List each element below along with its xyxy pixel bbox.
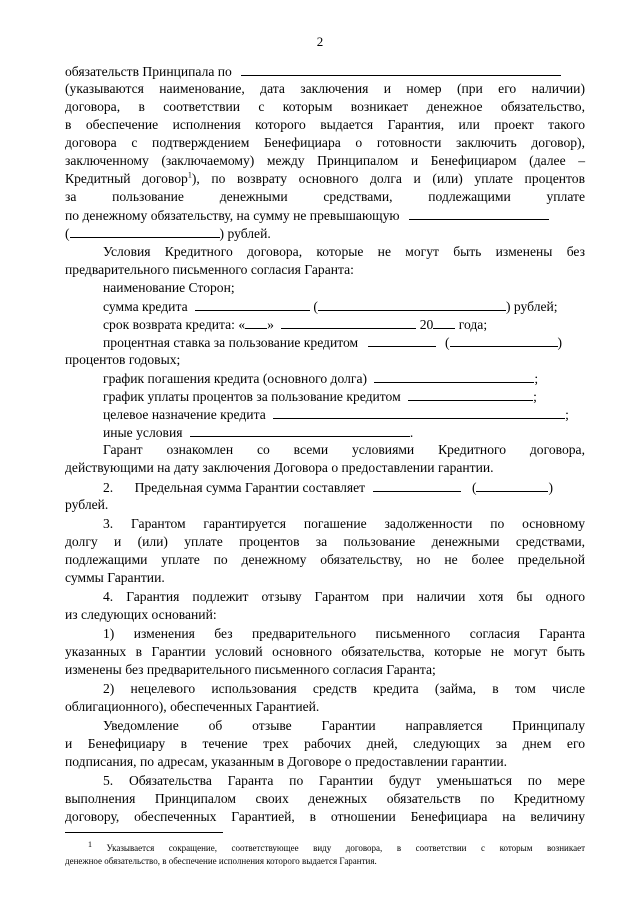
text-line: [65, 224, 271, 241]
blank-field[interactable]: [190, 423, 410, 437]
text-span: ) рублей.: [219, 226, 271, 241]
blank-field[interactable]: [433, 315, 455, 329]
text-line: [103, 478, 553, 495]
footnote-marker: 1: [88, 840, 92, 849]
text-span: иные условия: [103, 425, 183, 440]
text-line: [65, 170, 585, 187]
text-span: Предельная сумма Гарантии составляет: [134, 480, 366, 495]
text-span: график уплаты процентов за пользование кредитом: [103, 389, 401, 404]
text-span: .: [409, 425, 414, 440]
text-span: Кредитный договор: [65, 171, 188, 186]
text-line: облигационного), обеспеченных Гарантией.: [65, 699, 320, 714]
text-line: суммы Гарантии.: [65, 570, 165, 585]
blank-field[interactable]: [408, 387, 533, 401]
footnote-line: [88, 842, 585, 854]
text-span: обязательств Принципала по: [65, 64, 232, 79]
blank-field[interactable]: [409, 206, 549, 220]
text-line: процентов годовых;: [65, 352, 181, 367]
text-line: указанных в Гарантии условий основного обязательства, которые не могут быть: [65, 644, 585, 659]
blank-field[interactable]: [450, 333, 558, 347]
blank-field[interactable]: [241, 62, 561, 76]
text-line: долгу и (или) уплате процентов за пользование денежными средствами,: [65, 534, 585, 549]
text-line: действующими на дату заключения Договора о предоставлении гарантии.: [65, 460, 494, 475]
blank-field[interactable]: [281, 315, 416, 329]
text-line: в обеспечение исполнения которого выдается Гарантия, или проект такого: [65, 117, 585, 132]
text-span: ) рублей;: [505, 299, 558, 314]
text-span: процентная ставка за пользование кредитом: [103, 335, 359, 350]
footnote-separator: [65, 832, 223, 833]
text-line: изменены без предварительного письменного согласия Гаранта;: [65, 662, 436, 677]
text-line: выполнения Принципалом своих денежных обязательств по Кредитному: [65, 791, 585, 806]
text-span: 2.: [103, 480, 114, 495]
text-line: из следующих оснований:: [65, 607, 217, 622]
text-span: сумма кредита: [103, 299, 188, 314]
page-number: 2: [316, 34, 324, 49]
text-line: [103, 369, 538, 386]
text-line: [65, 62, 561, 79]
text-line: за пользование денежными средствами, подлежащими уплате: [65, 189, 585, 204]
text-line: Условия Кредитного договора, которые не могут быть изменены без: [103, 244, 585, 259]
text-span: срок возврата кредита: «: [103, 317, 246, 332]
footnote-text: Указывается сокращение, соответствующее виду договора, в соответствии с которым возникает: [106, 843, 585, 853]
text-line: [65, 206, 549, 223]
text-line: рублей.: [65, 497, 109, 512]
text-line: заключенному (заключаемому) между Принципалом и Бенефициаром (далее –: [65, 153, 585, 168]
text-line: (указываются наименование, дата заключения и номер (при его наличии): [65, 81, 585, 96]
text-span: 20: [419, 317, 434, 332]
text-span: график погашения кредита (основного долга): [103, 371, 368, 386]
text-line: предварительного письменного согласия Гаранта:: [65, 262, 354, 277]
blank-field[interactable]: [195, 297, 310, 311]
blank-field[interactable]: [476, 478, 548, 492]
text-line: Уведомление об отзыве Гарантии направляется Принципалу: [103, 718, 585, 733]
text-span: ): [548, 480, 554, 495]
text-span: ): [557, 335, 563, 350]
text-line: договору, обеспеченных Гарантией, в отношении Бенефициара на величину: [65, 809, 585, 824]
footnote-line: денежное обязательство, в обеспечение исполнения которого выдается Гарантия.: [65, 856, 377, 866]
text-span: ;: [534, 371, 539, 386]
text-line: [103, 405, 569, 422]
text-span: ;: [533, 389, 537, 404]
blank-field[interactable]: [70, 224, 220, 238]
text-span: целевое назначение кредита: [103, 407, 266, 422]
text-span: (: [471, 480, 477, 495]
text-line: 2) нецелевого использования средств кредита (займа, в том числе: [103, 681, 585, 696]
text-line: Гарант ознакомлен со всеми условиями Кредитного договора,: [103, 442, 585, 457]
text-span: по денежному обязательству, на сумму не превышающую: [65, 208, 400, 223]
text-span: (: [313, 299, 318, 314]
blank-field[interactable]: [374, 369, 534, 383]
text-line: [103, 387, 537, 404]
text-line: договора, в соответствии с которым возникает денежное обязательство,: [65, 99, 585, 114]
text-line: 3. Гарантом гарантируется погашение задолженности по основному: [103, 516, 585, 531]
text-line: подлежащими уплате по денежному обязательству, но не более предельной: [65, 552, 585, 567]
text-line: [103, 315, 487, 332]
text-line: и Бенефициару в течение трех рабочих дней, следующих за днем его: [65, 736, 585, 751]
text-span: (: [65, 226, 70, 241]
text-line: [103, 297, 558, 314]
footnote-ref[interactable]: 1: [187, 170, 192, 180]
text-span: ;: [565, 407, 569, 422]
text-span: »: [267, 317, 274, 332]
blank-field[interactable]: [318, 297, 506, 311]
text-line: [103, 423, 413, 440]
text-span: ), по возврату основного долга и (или) уплате процентов: [191, 171, 585, 186]
blank-field[interactable]: [273, 405, 565, 419]
text-span: года;: [458, 317, 488, 332]
text-line: 4. Гарантия подлежит отзыву Гарантом при наличии хотя бы одного: [103, 589, 585, 604]
blank-field[interactable]: [373, 478, 461, 492]
blank-field[interactable]: [368, 333, 436, 347]
text-span: (: [444, 335, 450, 350]
blank-field[interactable]: [245, 315, 267, 329]
text-line: 1) изменения без предварительного письменного согласия Гаранта: [103, 626, 585, 641]
text-line: [103, 333, 562, 350]
text-line: 5. Обязательства Гаранта по Гарантии будут уменьшаться по мере: [103, 773, 585, 788]
text-line: наименование Сторон;: [103, 280, 235, 295]
text-line: договора с подтверждением Бенефициара о готовности заключить договор),: [65, 135, 585, 150]
text-line: подписания, по адресам, указанным в Договоре о предоставлении гарантии.: [65, 754, 508, 769]
